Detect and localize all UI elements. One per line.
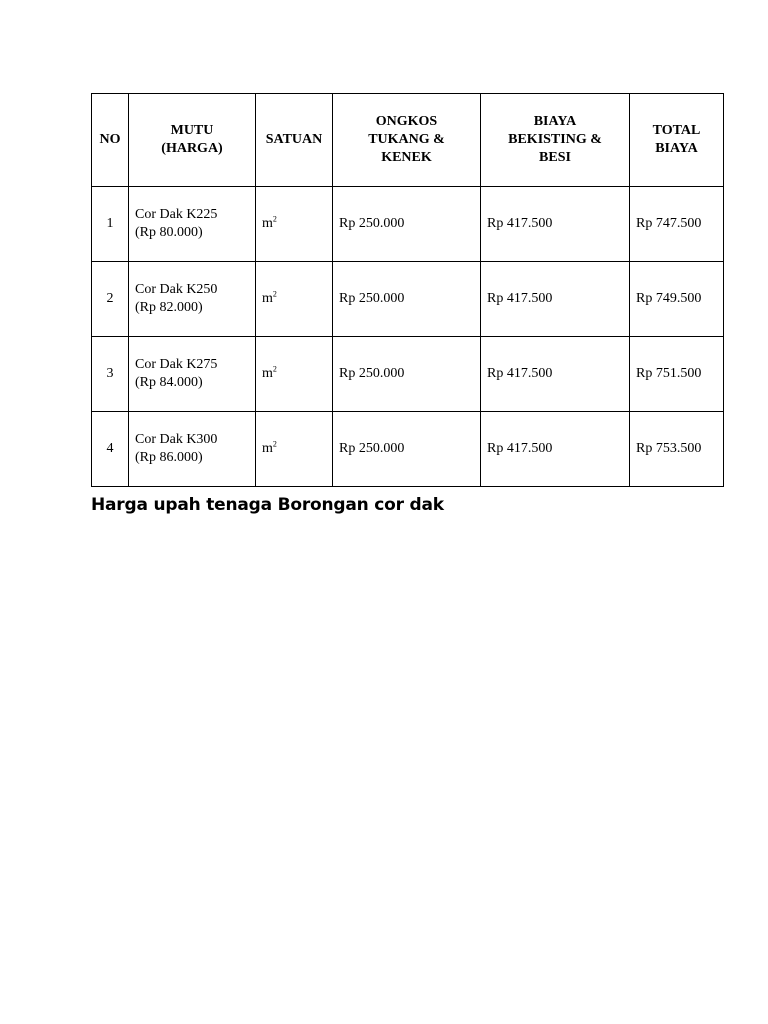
header-mutu (129, 94, 256, 187)
header-biaya-line1: BIAYA (533, 114, 577, 129)
table-row (92, 337, 724, 412)
header-mutu-line2: (HARGA) (161, 141, 223, 156)
cell-no: 2 (92, 262, 129, 337)
cell-no: 1 (92, 187, 129, 262)
header-biaya (481, 94, 630, 187)
cell-satuan-exp: 2 (272, 214, 277, 224)
header-ongkos (333, 94, 481, 187)
header-ongkos-line1: ONGKOS (375, 114, 438, 129)
cell-satuan-exp: 2 (272, 439, 277, 449)
cell-total: Rp 753.500 (630, 412, 724, 487)
cell-ongkos: Rp 250.000 (333, 187, 481, 262)
table-body (92, 187, 724, 487)
cell-mutu (129, 262, 256, 337)
cell-mutu-name: Cor Dak K225 (135, 207, 218, 222)
cell-satuan-exp: 2 (272, 364, 277, 374)
cell-total: Rp 751.500 (630, 337, 724, 412)
header-biaya-line3: BESI (539, 150, 571, 165)
header-total-line2: BIAYA (655, 141, 698, 156)
header-mutu-line1: MUTU (170, 123, 214, 138)
header-no (92, 94, 129, 187)
cell-biaya: Rp 417.500 (481, 412, 630, 487)
cell-mutu-harga: (Rp 84.000) (135, 375, 203, 390)
header-satuan (256, 94, 333, 187)
table-caption: Harga upah tenaga Borongan cor dak (91, 495, 444, 515)
cell-satuan-exp: 2 (272, 289, 277, 299)
header-biaya-line2: BEKISTING & (508, 132, 602, 147)
table-row (92, 262, 724, 337)
cell-ongkos: Rp 250.000 (333, 262, 481, 337)
table-row (92, 412, 724, 487)
cell-ongkos: Rp 250.000 (333, 412, 481, 487)
cell-satuan-base: m (262, 441, 273, 456)
cell-no: 4 (92, 412, 129, 487)
cell-satuan (256, 412, 333, 487)
header-no-label: NO (99, 132, 121, 147)
cell-mutu-harga: (Rp 80.000) (135, 225, 203, 240)
cell-total: Rp 749.500 (630, 262, 724, 337)
cell-satuan (256, 262, 333, 337)
table-row (92, 187, 724, 262)
cell-mutu (129, 337, 256, 412)
table-header (92, 94, 724, 187)
cell-mutu-name: Cor Dak K250 (135, 282, 218, 297)
header-row (92, 94, 724, 187)
header-ongkos-line3: KENEK (381, 150, 432, 165)
header-total (630, 94, 724, 187)
cell-mutu (129, 187, 256, 262)
cell-ongkos: Rp 250.000 (333, 337, 481, 412)
header-satuan-label: SATUAN (265, 132, 323, 147)
cell-mutu-harga: (Rp 86.000) (135, 450, 203, 465)
cell-mutu (129, 412, 256, 487)
cell-no: 3 (92, 337, 129, 412)
cell-mutu-name: Cor Dak K300 (135, 432, 218, 447)
cell-satuan-base: m (262, 216, 273, 231)
header-total-line1: TOTAL (652, 123, 701, 138)
price-table (91, 93, 724, 487)
cell-biaya: Rp 417.500 (481, 262, 630, 337)
header-ongkos-line2: TUKANG & (368, 132, 445, 147)
cell-satuan (256, 337, 333, 412)
cell-satuan-base: m (262, 366, 273, 381)
cell-mutu-harga: (Rp 82.000) (135, 300, 203, 315)
cell-total: Rp 747.500 (630, 187, 724, 262)
cell-satuan-base: m (262, 291, 273, 306)
cell-mutu-name: Cor Dak K275 (135, 357, 218, 372)
cell-biaya: Rp 417.500 (481, 187, 630, 262)
cell-satuan (256, 187, 333, 262)
cell-biaya: Rp 417.500 (481, 337, 630, 412)
